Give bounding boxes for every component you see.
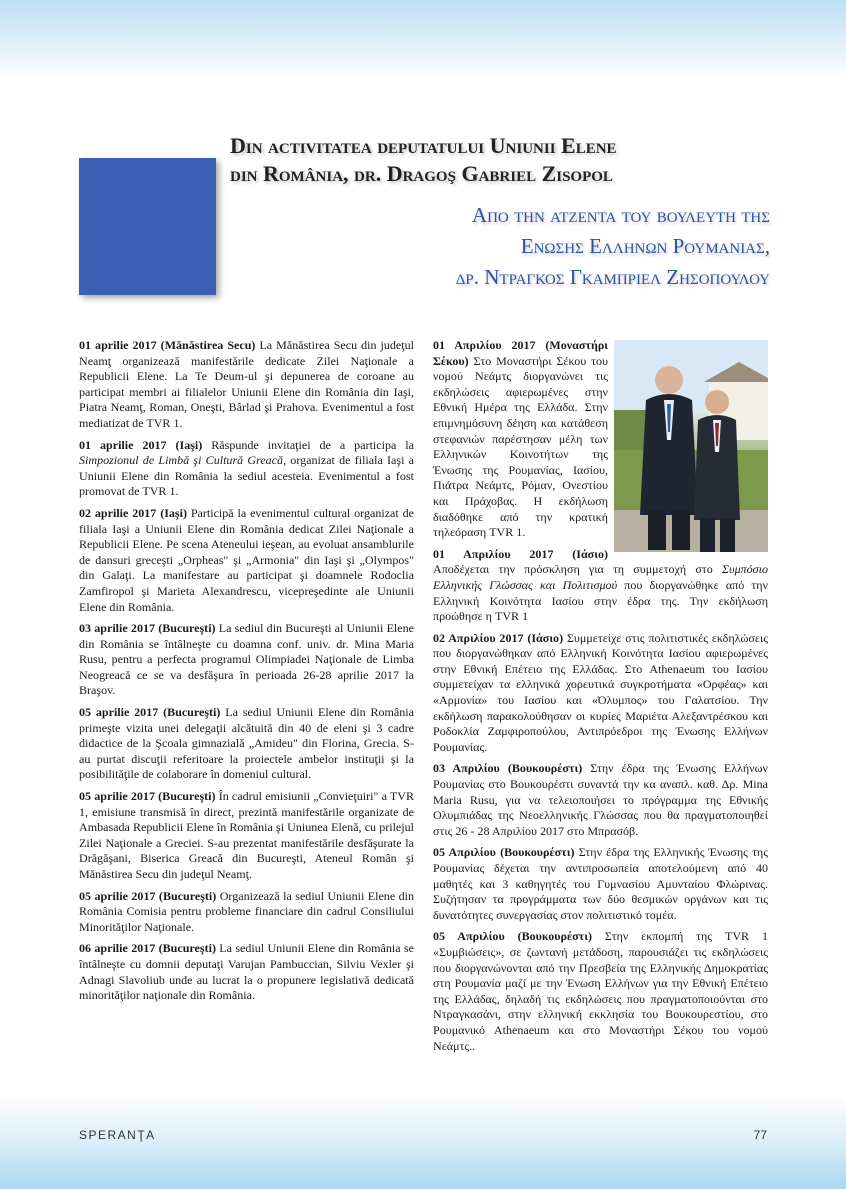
romanian-title-line-2: din România, dr. Dragoş Gabriel Zisopol bbox=[230, 161, 613, 186]
greek-title-line-3: δρ. Ντραγκος Γκαμπριελ Ζησοπουλου bbox=[455, 265, 770, 289]
bottom-gradient-band bbox=[0, 1095, 846, 1189]
entry-text: Στο Μοναστήρι Σέκου του νομού Νεάμτς διοργανώνει τις εκδηλώσεις αφιερωμένες στην Εθνική Ημέρα της Ελλάδα. Στην επιμνημόσυνη δέηση και κατάθεση στεφανιών παρέστησαν μέλη των Ελληνικών Κοινοτήτων της Ένωσης της Ρουμανίας, Ιασίου, Πιάτρα Νεάμτς, Ρόμαν, Ονεστίου και Πράχοβας. Η εκδήλωση διαδόθηκε από την κρατική τηλεόραση TVR 1. bbox=[433, 353, 608, 540]
entry-text: În cadrul emisiunii „Convieţuiri" a TVR 1, emisiune transmisă în direct, prezintă manifestările organizate de Ambasada Republicii Elene în România şi Uniunea Elenă, cu prilejul Zilei Naţionale a Greciei. S-au prezentat manifestările desfăşurate la Drăgăşani, Biserica Greacă din Bucureşti, Ateneul Român şi Mănăstirea Secu din judeţul Neamţ. bbox=[79, 789, 414, 881]
entry-text: Συμμετείχε στις πολιτιστικές εκδηλώσεις που διοργανώθηκαν από Ελληνική Κοινότητα Ιασίου αφιερωμένες στην Εθνική Επέτειο της Ελλάδας. Στο Athenaeum του Ιασίου συμμετείχαν τα ελληνικά χορευτικά συγκροτήματα «Ορφέας» και «Αρμονία» του Ιασίου και «Όλυμπος» του Γαλατσίου. Την εκδήλωση παρακολούθησαν οι κυρίες Μαριέτα Αλεξαντρέσκου και Ροδοκλία Ζαμφιροπούλου, Αντιπρόεδροι της Ένωσης Ελλήνων Ρουμανίας. bbox=[433, 630, 768, 754]
entry-ro-2 bbox=[79, 438, 414, 500]
entry-text: Răspunde invitaţiei de a participa la bbox=[202, 437, 414, 452]
entry-ro-4 bbox=[79, 621, 414, 699]
entry-text: Participă la evenimentul cultural organizat de filiala Iaşi a Uniunii Elene din România dedicat Zilei Naţionale a Republicii Elene. Pe scena Ateneului ieşean, au evoluat ansamblurile de dansuri greceşti „Orpheas" şi „Armonia" din Iaşi şi „Olympos" din Galaţi. La manifestare au participat şi doamnele Rodoclia Zamfiropol şi Marieta Alexandrescu, vicepreşedinte ale Uniunii Elene din România. bbox=[79, 505, 414, 614]
entry-ro-1 bbox=[79, 338, 414, 432]
entry-date: 03 aprilie 2017 (Bucureşti) bbox=[79, 621, 216, 636]
entry-date: 03 Απριλίου (Βουκουρέστι) bbox=[433, 761, 583, 776]
entry-text: La sediul Uniunii Elene din România se întâlneşte cu domnii deputaţi Varujan Pambuccian, Silviu Vexler şi Adnagi Slavoliub unde au lucrat la o propunere legislativă dedicată minorităţilor naţionale din România. bbox=[79, 941, 414, 1003]
entry-gr-3 bbox=[433, 631, 768, 756]
entry-date: 01 aprilie 2017 (Mănăstirea Secu) bbox=[79, 338, 256, 352]
entry-gr-5 bbox=[433, 845, 768, 923]
entry-text: La sediul din Bucureşti al Uniunii Elene din România se întâlneşte cu doamna conf. univ. dr. Mina Maria Rusu, pentru a perfecta programul Olimpiadei Naţionale de Limba Neogreacă ce se va desfăşura în perioada 26-28 aprilie 2017 la Braşov. bbox=[79, 621, 414, 698]
entry-date: 05 aprilie 2017 (Bucureşti) bbox=[79, 888, 217, 903]
entry-text: La Mănăstirea Secu din judeţul Neamţ organizează manifestările dedicate Zilei Naţionale a Republicii Elene. La Te Deum-ul şi depunerea de coroane au participat membri ai filialelor Uniunii Elene din România din Iaşi, Piatra Neamţ, Roman, Oneşti, Bârlad şi Prahova. Evenimentul a fost mediatizat de TVR 1. bbox=[79, 338, 414, 430]
entry-ro-7 bbox=[79, 889, 414, 936]
romanian-column bbox=[79, 338, 414, 1010]
page-number: 77 bbox=[753, 1128, 767, 1142]
greek-title bbox=[330, 200, 770, 293]
publication-name: SPERANŢA bbox=[79, 1128, 156, 1142]
greek-title-line-1: Απο την ατζεντα του βουλευτη της bbox=[471, 203, 770, 227]
entry-date: 05 Απριλίου (Βουκουρέστι) bbox=[433, 929, 592, 944]
photo-two-men bbox=[614, 340, 768, 552]
entry-date: 05 aprilie 2017 (Bucureşti) bbox=[79, 789, 216, 804]
entry-date: 02 aprilie 2017 (Iaşi) bbox=[79, 505, 187, 520]
entry-ro-8 bbox=[79, 941, 414, 1003]
entry-ro-6 bbox=[79, 789, 414, 883]
entry-text: , organizat de filiala Iaşi a Uniunii Elene din România la sediul acesteia. Evenimentul a fost promovat de TVR 1. bbox=[79, 453, 414, 499]
entry-gr-6 bbox=[433, 929, 768, 1054]
top-gradient-band bbox=[0, 0, 846, 80]
entry-text: Στην εκπομπή της TVR 1 «Συμβιώσεις», σε ζωντανή μετάδοση, παρουσιάζει τις εκδηλώσεις που διοργανώνονται από την Πρεσβεία της Ελληνικής Δημοκρατίας στη Ρουμανία μαζί με την Ένωση Ελλήνων για την Εθνική Επέτειο της Ελλάδας, δηλαδή τις εκδηλώσεις που πραγματοποιούνται στο Ντραγκασάνι, στην ελληνική εκκλησία του Βουκουρεστίου, στο Ρουμανικό Athenaeum και στο Μοναστήρι Σέκου του νομού Νεάμτς.. bbox=[433, 929, 768, 1053]
entry-text: Στην έδρα της Ένωσης Ελλήνων Ρουμανίας στο Βουκουρέστι συναντά την κα αναπλ. καθ. Δρ. Mina Maria Rusu, για να τελειοποιήσει το πρόγραμμα της Εθνικής Ολυμπιάδας της Νεοελληνικής Γλώσσας που θα πραγματοποιηθεί στις 26 - 28 Απριλίου 2017 στο Μπρασόβ. bbox=[433, 761, 768, 838]
entry-ro-3 bbox=[79, 506, 414, 615]
entry-date: 01 aprilie 2017 (Iaşi) bbox=[79, 437, 203, 452]
entry-date: 05 aprilie 2017 (Bucureşti) bbox=[79, 705, 221, 720]
entry-italic-title: Simpozionul de Limbă şi Cultură Greacă bbox=[79, 453, 284, 468]
entry-date: 02 Απριλίου 2017 (Ιάσιο) bbox=[433, 630, 564, 645]
entry-gr-2 bbox=[433, 547, 768, 625]
entry-date: 06 aprilie 2017 (Bucureşti) bbox=[79, 941, 216, 956]
entry-ro-5 bbox=[79, 705, 414, 783]
entry-text: που διοργανώθηκε από την Ελληνική Κοινότητα Ιασίου στην έδρα της. Την εκδήλωση προώθησε η TVR 1 bbox=[433, 577, 768, 624]
romanian-title bbox=[230, 132, 790, 188]
entry-date: 01 Απριλίου 2017 (Ιάσιο) bbox=[433, 546, 608, 561]
entry-date: 01 Απριλίου 2017 (Μοναστήρι Σέκου) bbox=[433, 338, 608, 368]
decorative-blue-square bbox=[79, 158, 216, 295]
entry-text: Organizează la sediul Uniunii Elene din România Comisia pentru probleme financiare din cadrul Consiliului Minorităţilor Naţionale. bbox=[79, 888, 414, 934]
entry-gr-4 bbox=[433, 761, 768, 839]
entry-text: Στην έδρα της Ελληνικής Ένωσης της Ρουμανίας δέχεται την αντιπροσωπεία αποτελούμενη από 40 μαθητές και 3 καθηγητές του Γυμνασίου Αμυνταίου Φλώρινας. Συζήτησαν τα προγράμματα των δύο θεσμικών οργάνων και τις δυνατότητες συνεργασίας στον πολιτιστικό τομέα. bbox=[433, 845, 768, 922]
entry-date: 05 Απριλίου (Βουκουρέστι) bbox=[433, 845, 575, 860]
entry-text: La sediul Uniunii Elene din România primeşte vizita unei delegaţii alcătuită din 40 de eleni şi 3 cadre didactice de la Şcoala gimnazială „Amideu" din Florina, Grecia. S-au purtat discuţii referitoare la proiectele ambelor instituţii şi la posibilităţile de colaborare în domeniul cultural. bbox=[79, 705, 414, 782]
entry-text: Αποδέχεται την πρόσκληση για τη συμμετοχή στο bbox=[433, 562, 722, 577]
greek-column bbox=[433, 338, 768, 1060]
entry-italic-title: Συμπόσιο Ελληνικής Γλώσσας και Πολιτισμού bbox=[433, 562, 768, 592]
photo-illustration bbox=[614, 340, 768, 552]
greek-title-line-2: Ενωσης Ελληνων Ρουμανιας, bbox=[520, 234, 770, 258]
romanian-title-line-1: Din activitatea deputatului Uniunii Elene bbox=[230, 133, 617, 158]
